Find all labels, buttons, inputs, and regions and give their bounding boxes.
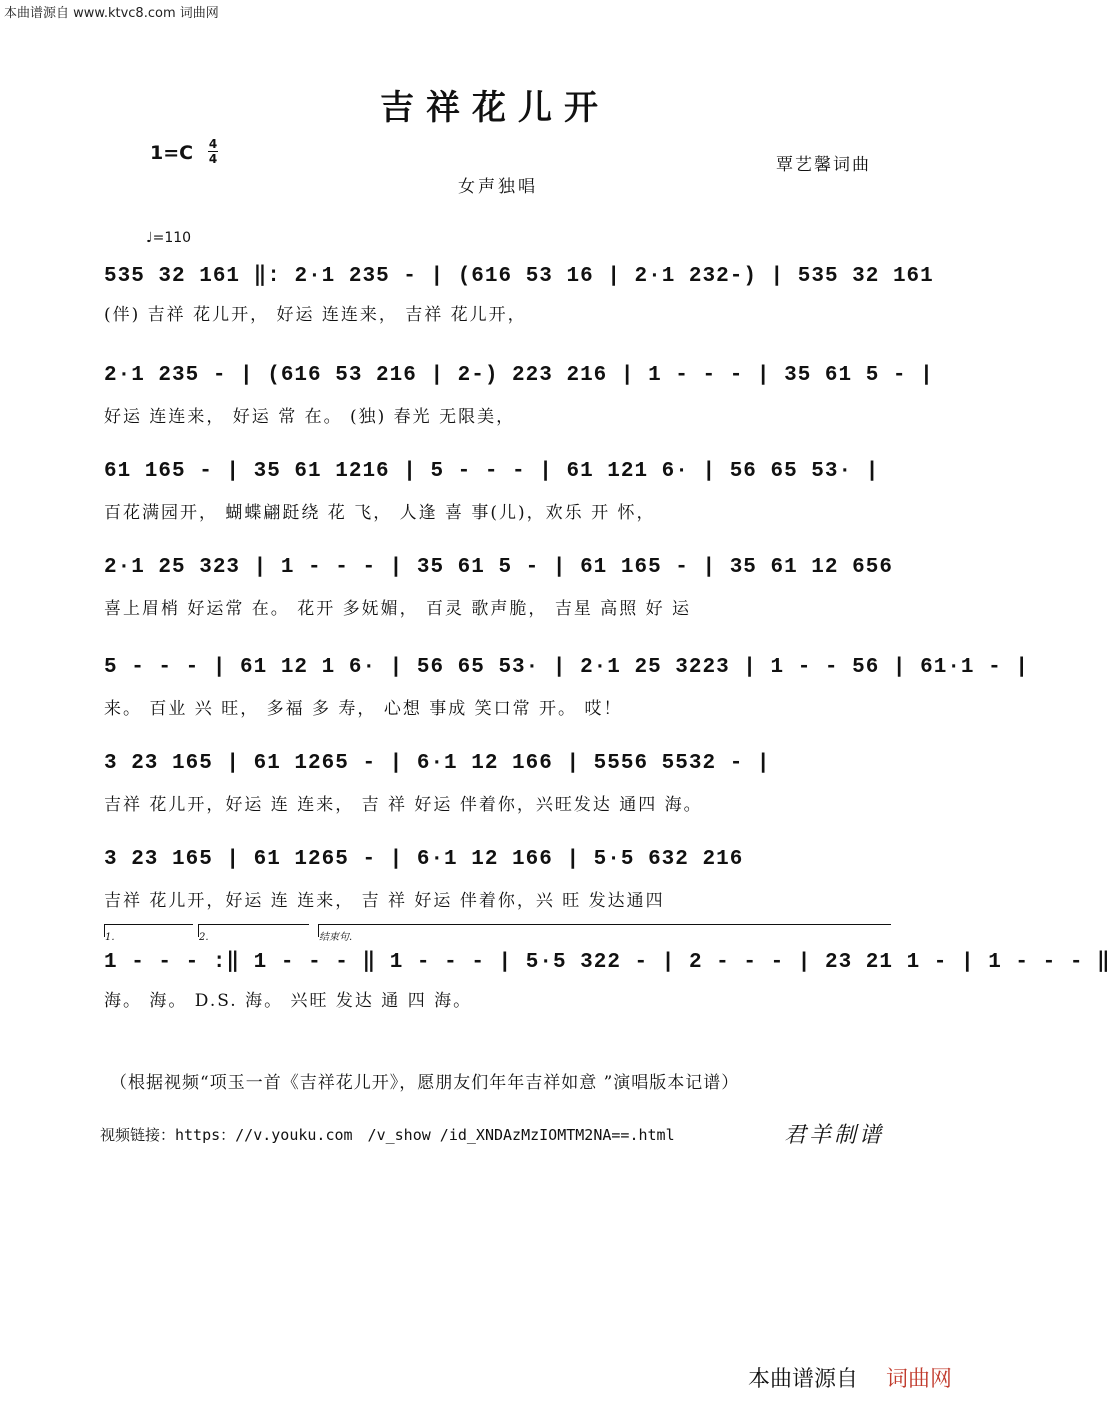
volta-bracket	[318, 924, 891, 943]
footer-site: 词曲网	[886, 1367, 953, 1392]
tempo-mark: ♩=110	[146, 230, 192, 246]
volta-label: 1.	[105, 932, 115, 943]
time-sig-top: 4	[208, 137, 218, 151]
notation-line: 535 32 161 ‖: 2·1 235 - | (616 53 16 | 2·1 232-) | 535 32 161	[104, 265, 934, 288]
video-link: 视频链接：https：//v.youku.com /v_show /id_XNDAzMzIOMTM2NA==.html	[100, 1126, 675, 1144]
notation-line: 61 165 - | 35 61 1216 | 5 - - - | 61 121 6· | 56 65 53· |	[104, 460, 880, 483]
volta-bracket	[104, 924, 193, 943]
composer-credit: 覃艺馨词曲	[776, 155, 871, 175]
lyrics-line: 百花满园开， 蝴蝶翩跹绕 花 飞， 人逢 喜 事(儿)，欢乐 开 怀，	[104, 503, 656, 523]
lyrics-line: 喜上眉梢 好运常 在。 花开 多妩媚， 百灵 歌声脆， 吉星 高照 好 运	[104, 599, 692, 619]
song-title: 吉祥花儿开	[380, 88, 610, 128]
notation-line: 3 23 165 | 61 1265 - | 6·1 12 166 | 5·5 632 216	[104, 848, 744, 871]
volta-label: 2.	[199, 932, 209, 943]
lyrics-line: 来。 百业 兴 旺， 多福 多 寿， 心想 事成 笑口常 开。 哎！	[104, 699, 623, 719]
voice-type: 女声独唱	[458, 177, 538, 197]
source-note: （根据视频“项玉一首《吉祥花儿开》，愿朋友们年年吉祥如意 ”演唱版本记谱）	[110, 1073, 740, 1093]
volta-label: 结束句.	[319, 932, 353, 943]
lyrics-line: 吉祥 花儿开，好运 连 连来， 吉 祥 好运 伴着你，兴 旺 发达通四	[104, 891, 665, 911]
footer-source: 本曲谱源自	[748, 1367, 859, 1392]
volta-bracket	[198, 924, 309, 943]
notation-line: 3 23 165 | 61 1265 - | 6·1 12 166 | 5556 5532 - |	[104, 752, 771, 775]
lyrics-line: 吉祥 花儿开，好运 连 连来， 吉 祥 好运 伴着你，兴旺发达 通四 海。	[104, 795, 703, 815]
lyrics-line: 海。 海。 D.S. 海。 兴旺 发达 通 四 海。	[104, 991, 473, 1011]
lyrics-line: 好运 连连来， 好运 常 在。 (独) 春光 无限美，	[104, 407, 516, 427]
site-header: 本曲谱源自 www.ktvc8.com 词曲网	[4, 6, 219, 21]
key-signature: 1=C	[150, 142, 194, 164]
notation-line: 5 - - - | 61 12 1 6· | 56 65 53· | 2·1 25 3223 | 1 - - 56 | 61·1 - |	[104, 656, 1029, 679]
time-sig-bottom: 4	[208, 152, 218, 166]
transcriber-signature: 君羊制谱	[784, 1123, 885, 1148]
lyrics-line: (伴) 吉祥 花儿开， 好运 连连来， 吉祥 花儿开，	[104, 305, 527, 325]
notation-line: 2·1 235 - | (616 53 216 | 2-) 223 216 | 1 - - - | 35 61 5 - |	[104, 364, 934, 387]
notation-line: 2·1 25 323 | 1 - - - | 35 61 5 - | 61 165 - | 35 61 12 656	[104, 556, 893, 579]
notation-line: 1 - - - :‖ 1 - - - ‖ 1 - - - | 5·5 322 - | 2 - - - | 23 21 1 - | 1 - - - ‖	[104, 951, 1111, 974]
time-signature	[208, 138, 218, 165]
